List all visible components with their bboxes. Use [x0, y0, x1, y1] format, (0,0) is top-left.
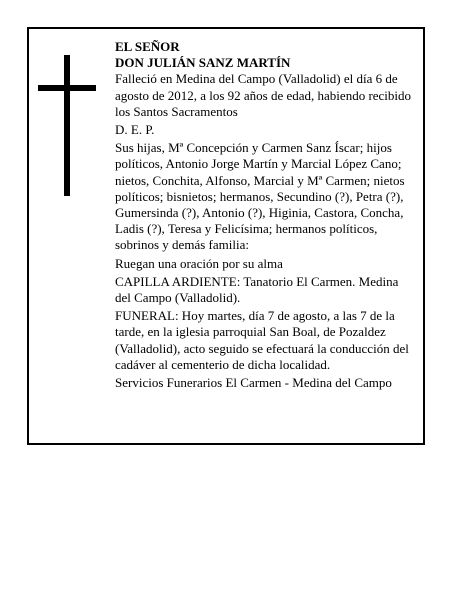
family-list: Sus hijas, Mª Concepción y Carmen Sanz Íscar; hijos políticos, Antonio Jorge Martín y Marcial López Cano; nietos, Conchita, Alfonso, Marcial y Mª Carmen; nietos políticos; bisnietos; hermanos, Secundino (?), Petra (?), Gumersinda (?), Antonio (?), Higinia, Castora, Concha, Ladis (?), Teresa y Felicísima; hermanos políticos, sobrinos y demás familia: [115, 140, 405, 253]
notice-text [115, 39, 415, 393]
chapel-info: CAPILLA ARDIENTE: Tanatorio El Carmen. Medina del Campo (Valladolid). [115, 273, 399, 306]
deceased-name: DON JULIÁN SANZ MARTÍN [115, 55, 291, 71]
cross-horizontal-bar [38, 85, 96, 91]
death-info: Falleció en Medina del Campo (Valladolid) el día 6 de agosto de 2012, a los 92 años de edad, habiendo recibido los Santos Sacramentos [115, 71, 412, 119]
title-line-1: EL SEÑOR [115, 39, 180, 54]
cross-vertical-bar [64, 55, 70, 196]
funeral-services: Servicios Funerarios El Carmen - Medina del Campo [115, 375, 392, 391]
dep-line: D. E. P. [115, 122, 155, 138]
prayer-request: Ruegan una oración por su alma [115, 255, 283, 271]
funeral-info: FUNERAL: Hoy martes, día 7 de agosto, a las 7 de la tarde, en la iglesia parroquial San Boal, de Pozaldez (Valladolid), acto seguido se efectuará la conducción del cadáver al cementerio de dicha localidad. [115, 308, 409, 372]
